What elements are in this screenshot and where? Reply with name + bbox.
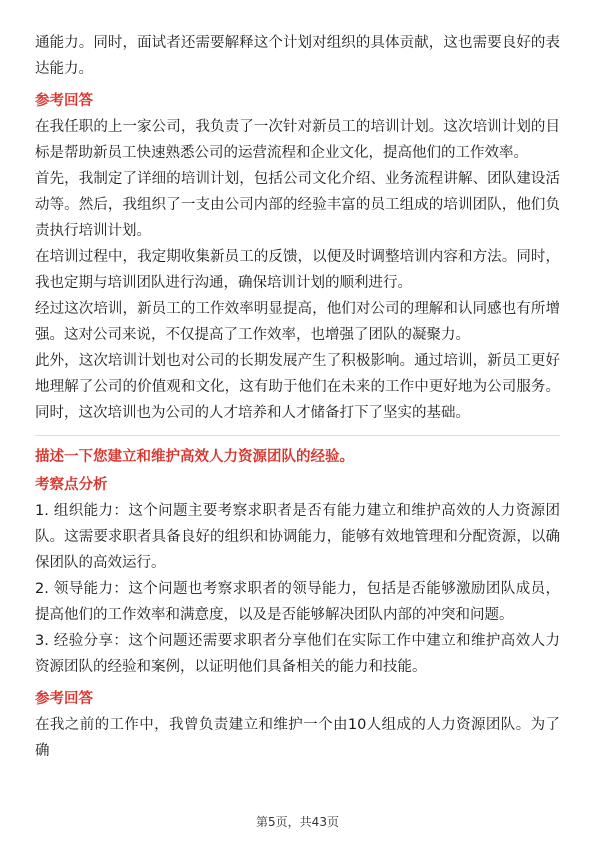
- answer2-paragraph-1: 在我之前的工作中，我曾负责建立和维护一个由10人组成的人力资源团队。为了确: [35, 717, 560, 759]
- analysis-item-3: 3. 经验分享：这个问题还需要求职者分享他们在实际工作中建立和维护高效人力资源团队的经验和案例，以证明他们具备相关的能力和技能。: [35, 633, 560, 675]
- answer1-paragraph-5: 此外，这次培训计划也对公司的长期发展产生了积极影响。通过培训，新员工更好地理解了公司的价值观和文化，这有助于他们在未来的工作中更好地为公司服务。同时，这次培训也为公司的人才培养和人才储备打下了坚实的基础。: [35, 353, 560, 421]
- top-paragraph: 通能力。同时，面试者还需要解释这个计划对组织的具体贡献，这也需要良好的表达能力。: [35, 35, 560, 77]
- question-title: 描述一下您建立和维护高效人力资源团队的经验。: [35, 449, 354, 465]
- document-page: [35, 30, 560, 764]
- section-divider: [35, 435, 560, 436]
- answer1-paragraph-2: 首先，我制定了详细的培训计划，包括公司文化介绍、业务流程讲解、团队建设活动等。然后，我组织了一支由公司内部的经验丰富的员工组成的培训团队，他们负责执行培训计划。: [35, 171, 560, 239]
- answer1-paragraph-3: 在培训过程中，我定期收集新员工的反馈，以便及时调整培训内容和方法。同时，我也定期与培训团队进行沟通，确保培训计划的顺利进行。: [35, 249, 560, 291]
- analysis-item-2: 2. 领导能力：这个问题也考察求职者的领导能力，包括是否能够激励团队成员，提高他们的工作效率和满意度，以及是否能够解决团队内部的冲突和问题。: [35, 581, 560, 623]
- answer-heading-2: 参考回答: [35, 691, 93, 707]
- answer-heading-1: 参考回答: [35, 93, 93, 109]
- analysis-heading: 考察点分析: [35, 477, 108, 493]
- answer1-paragraph-1: 在我任职的上一家公司，我负责了一次针对新员工的培训计划。这次培训计划的目标是帮助新员工快速熟悉公司的运营流程和企业文化，提高他们的工作效率。: [35, 119, 560, 161]
- page-footer: 第5页，共43页: [256, 815, 339, 829]
- answer1-paragraph-4: 经过这次培训，新员工的工作效率明显提高，他们对公司的理解和认同感也有所增强。这对公司来说，不仅提高了工作效率，也增强了团队的凝聚力。: [35, 301, 560, 343]
- analysis-item-1: 1. 组织能力：这个问题主要考察求职者是否有能力建立和维护高效的人力资源团队。这需要求职者具备良好的组织和协调能力，能够有效地管理和分配资源，以确保团队的高效运行。: [35, 503, 560, 571]
